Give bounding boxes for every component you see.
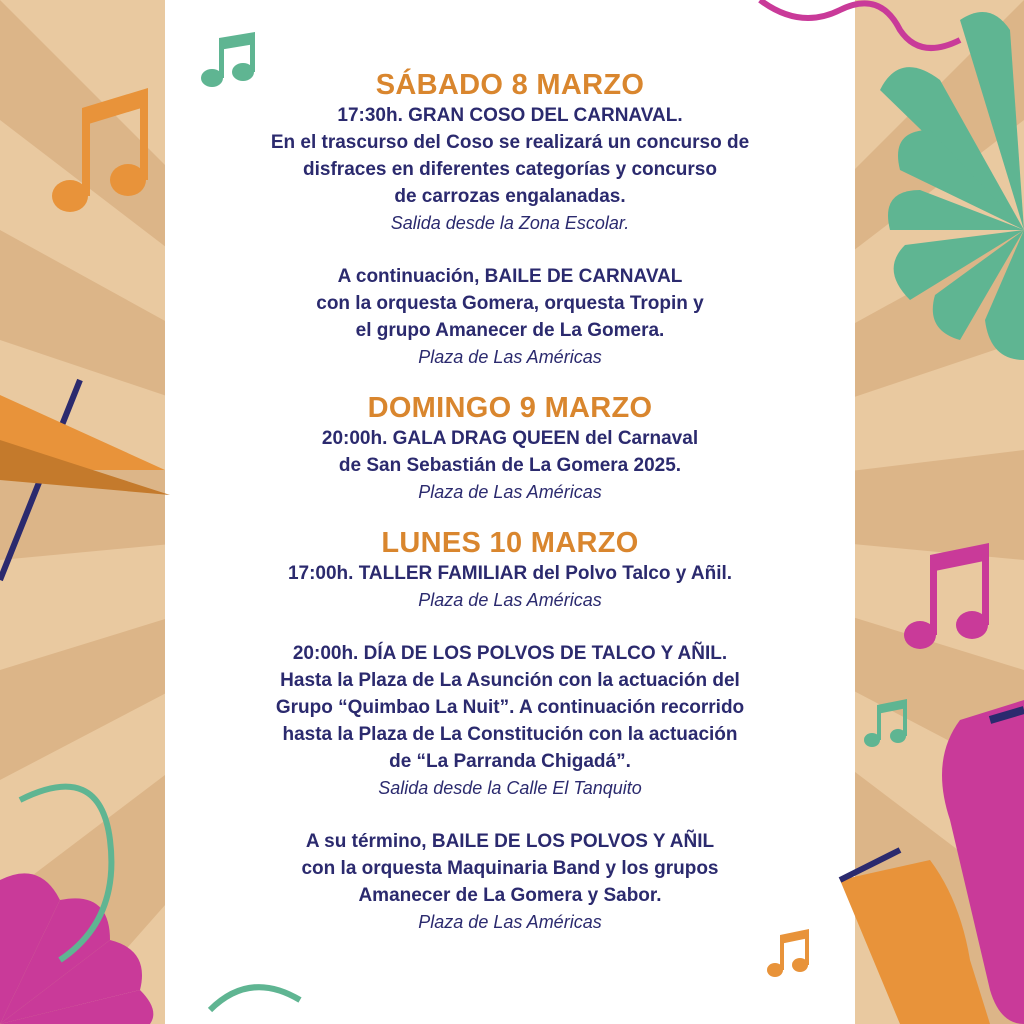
day-heading-sabado: SÁBADO 8 MARZO <box>375 69 645 101</box>
program-content <box>165 68 855 936</box>
event-line: Grupo “Quimbao La Nuit”. A continuación recorrido <box>275 697 745 718</box>
event-line: de “La Parranda Chigadá”. <box>389 751 631 772</box>
event-line: Amanecer de La Gomera y Sabor. <box>358 885 662 906</box>
event-line: con la orquesta Gomera, orquesta Tropin y <box>316 293 704 314</box>
event-place: Salida desde la Zona Escolar. <box>390 213 630 233</box>
event-place: Plaza de Las Américas <box>418 482 602 502</box>
event-line: Hasta la Plaza de La Asunción con la actuación del <box>280 670 740 691</box>
day-heading-domingo: DOMINGO 9 MARZO <box>367 392 653 424</box>
event-line: 20:00h. DÍA DE LOS POLVOS DE TALCO Y AÑIL. <box>292 643 728 664</box>
event-line: hasta la Plaza de La Constitución con la actuación <box>282 724 738 745</box>
event-place: Plaza de Las Américas <box>418 912 602 932</box>
event-place: Plaza de Las Américas <box>418 347 602 367</box>
event-line: el grupo Amanecer de La Gomera. <box>355 320 665 341</box>
event-line: 17:00h. TALLER FAMILIAR del Polvo Talco y Añil. <box>287 563 733 584</box>
event-place: Salida desde la Calle El Tanquito <box>378 778 642 798</box>
event-line: con la orquesta Maquinaria Band y los grupos <box>301 858 719 879</box>
event-line: A continuación, BAILE DE CARNAVAL <box>337 266 683 287</box>
event-line: 17:30h. GRAN COSO DEL CARNAVAL. <box>337 105 683 126</box>
event-line: de San Sebastián de La Gomera 2025. <box>338 455 682 476</box>
day-heading-lunes: LUNES 10 MARZO <box>381 527 639 559</box>
event-line: disfraces en diferentes categorías y concurso <box>303 159 717 180</box>
event-line: A su término, BAILE DE LOS POLVOS Y AÑIL <box>305 831 715 852</box>
event-place: Plaza de Las Américas <box>418 590 602 610</box>
event-line: 20:00h. GALA DRAG QUEEN del Carnaval <box>321 428 699 449</box>
event-line: de carrozas engalanadas. <box>394 186 626 207</box>
event-line: En el trascurso del Coso se realizará un concurso de <box>270 132 750 153</box>
